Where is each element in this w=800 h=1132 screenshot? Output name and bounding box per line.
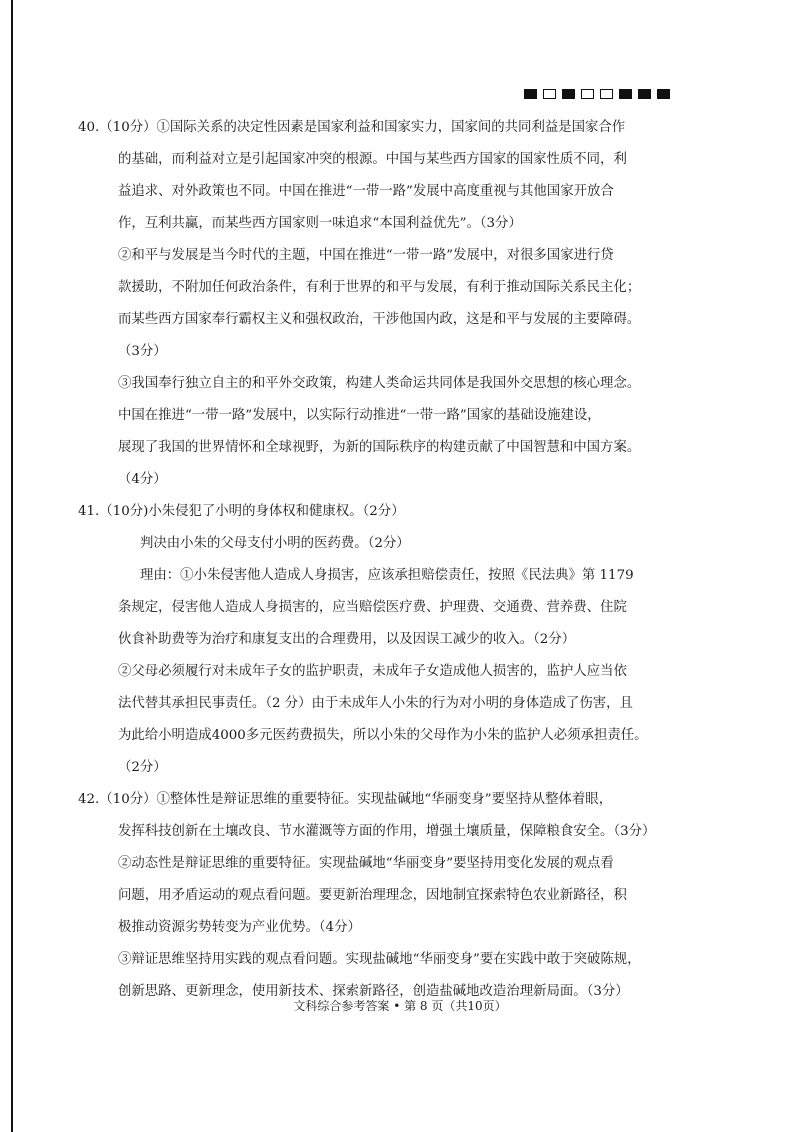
q40-line: 作，互利共赢，而某些西方国家则一味追求“本国利益优先”。（3分） [118,216,522,231]
q42-line: 极推动资源劣势转变为产业优势。（4分） [118,920,361,935]
q40-line: ②和平与发展是当今时代的主题，中国在推进“一带一路”发展中，对很多国家进行贷 [118,248,614,263]
header-marker [619,89,632,99]
q40-line: 的基础，而利益对立是引起国家冲突的根源。中国与某些西方国家的国家性质不同，利 [118,152,627,167]
question-41 [78,496,710,784]
header-marker [543,89,556,99]
q42-line: 42.（10分）①整体性是辩证思维的重要特征。实现盐碱地“华丽变身”要坚持从整体着眼， [78,792,613,807]
header-marker [638,89,651,99]
header-marker-row [524,89,670,99]
q40-line: 益追求、对外政策也不同。中国在推进“一带一路”发展中高度重视与其他国家开放合 [118,184,614,199]
q41-line: ②父母必须履行对未成年子女的监护职责，未成年子女造成他人损害的，监护人应当依 [118,664,627,679]
header-marker [600,89,613,99]
answer-content [78,112,710,1008]
header-marker [657,89,670,99]
q41-line: 条规定，侵害他人造成人身损害的，应当赔偿医疗费、护理费、交通费、营养费、住院 [118,600,627,615]
q40-line: 中国在推进“一带一路”发展中，以实际行动推进“一带一路”国家的基础设施建设， [118,408,601,423]
q40-line: ③我国奉行独立自主的和平外交政策，构建人类命运共同体是我国外交思想的核心理念。 [118,376,641,391]
q42-line: ②动态性是辩证思维的重要特征。实现盐碱地“华丽变身”要坚持用变化发展的观点看 [118,856,614,871]
q42-line: 创新思路、更新理念，使用新技术、探索新路径，创造盐碱地改造治理新局面。（3分） [118,984,629,999]
q42-line: 问题，用矛盾运动的观点看问题。要更新治理理念，因地制宜探索特色农业新路径，积 [118,888,627,903]
question-42 [78,784,710,1008]
q41-line: 伙食补助费等为治疗和康复支出的合理费用，以及因误工减少的收入。（2分） [118,632,576,647]
q41-line: 判决由小朱的父母支付小明的医药费。（2分） [140,536,410,551]
q40-line: （3分） [118,344,167,359]
q40-line: 40.（10分）①国际关系的决定性因素是国家利益和国家实力，国家间的共同利益是国家合作 [78,120,626,135]
q41-line: （2分） [118,760,167,775]
page-left-border [11,0,13,1132]
header-marker [581,89,594,99]
q41-line: 法代替其承担民事责任。（2 分）由于未成年人小朱的行为对小明的身体造成了伤害，且 [118,696,633,711]
q42-line: ③辩证思维坚持用实践的观点看问题。实现盐碱地“华丽变身”要在实践中敢于突破陈规， [118,952,641,967]
header-marker [524,89,537,99]
q41-line: 理由：①小朱侵害他人造成人身损害，应该承担赔偿责任，按照《民法典》第 1179 [140,568,634,583]
q42-line: 发挥科技创新在土壤改良、节水灌溉等方面的作用，增强土壤质量，保障粮食安全。（3分） [118,824,656,839]
q40-line: （4分） [118,472,167,487]
q40-line: 而某些西方国家奉行霸权主义和强权政治，干涉他国内政，这是和平与发展的主要障碍。 [118,312,641,327]
q41-line: 41.（10分)小朱侵犯了小明的身体权和健康权。（2分） [78,504,405,519]
page-footer: 文科综合参考答案 • 第 8 页（共10页） [293,999,507,1013]
q40-line: 展现了我国的世界情怀和全球视野，为新的国际秩序的构建贡献了中国智慧和中国方案。 [118,440,641,455]
header-marker [562,89,575,99]
question-40 [78,112,710,496]
q40-line: 款援助，不附加任何政治条件，有利于世界的和平与发展，有利于推动国际关系民主化； [118,280,641,295]
q41-line: 为此给小明造成4000多元医药费损失，所以小朱的父母作为小朱的监护人必须承担责任。 [118,728,648,743]
